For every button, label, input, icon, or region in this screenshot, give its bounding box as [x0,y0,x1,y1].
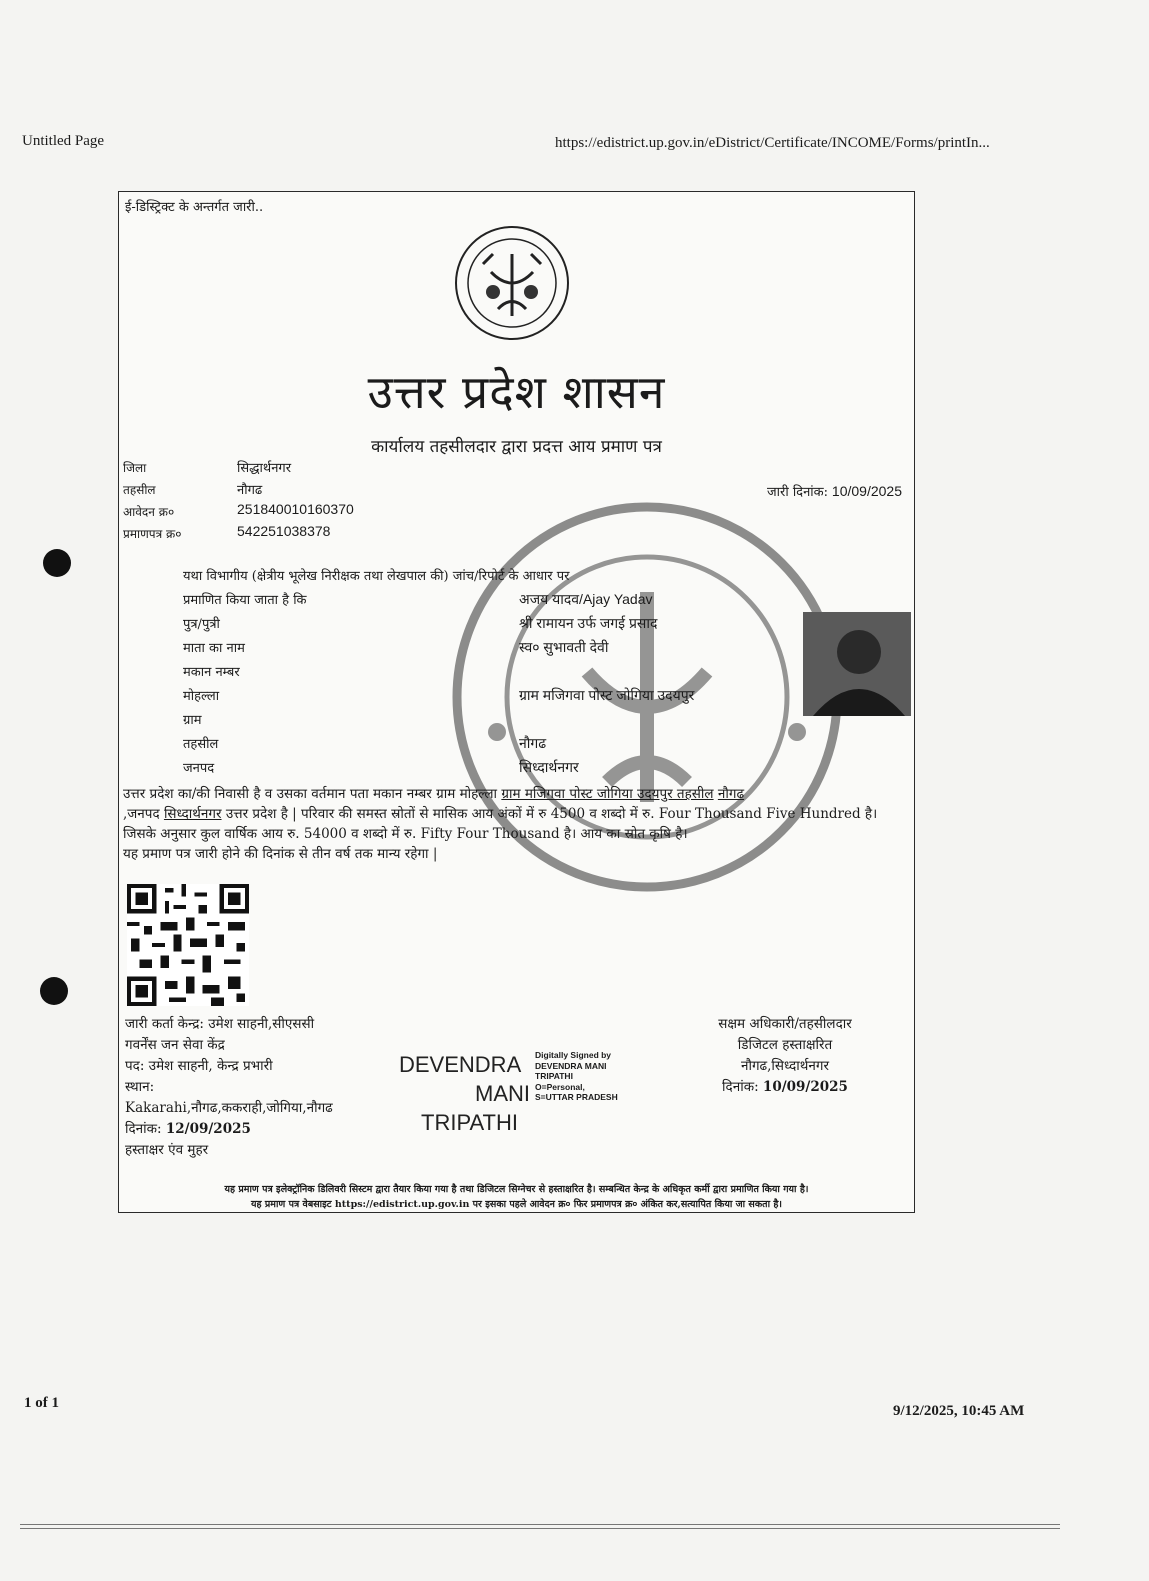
issuer-post: पद: उमेश साहनी, केन्द्र प्रभारी [125,1058,273,1074]
footnote-line-1: यह प्रमाण पत्र इलेक्ट्रॉनिक डिलिवरी सिस्टम द्वारा तैयार किया गया है तथा डिजिटल सिग्नेचर से हस्ताक्षरित है। सम्बन्धित केन्द्र के अधिकृत कर्मी द्वारा प्रमाणित किया गया है। [224,1184,809,1195]
application-no-label: आवेदन क्र० [123,505,175,519]
district-value: सिद्धार्थनगर [237,461,292,476]
holder-name: अजय यादव/Ajay Yadav [519,591,653,607]
house-number-label: मकान नम्बर [183,665,240,680]
application-no-value: 251840010160370 [237,501,354,517]
tehsil-value: नौगढ [237,483,263,498]
body-address: ग्राम मजिगवा पोस्ट जोगिया उदयपुर तहसील [501,786,714,802]
certificate-subtitle: कार्यालय तहसीलदार द्वारा प्रदत्त आय प्रमाण पत्र [371,437,662,457]
authority-signed: डिजिटल हस्ताक्षरित [737,1037,833,1053]
district-field: सिध्दार्थनगर [519,759,579,775]
punch-hole [40,977,68,1005]
up-government-emblem-icon [453,224,571,342]
page-url: https://edistrict.up.gov.in/eDistrict/Certificate/INCOME/Forms/printIn... [555,135,990,151]
issuer-place-label: स्थान: [125,1079,155,1095]
punch-hole [43,549,71,577]
locality: ग्राम मजिगवा पोस्ट जोगिया उदयपुर [519,687,695,703]
tehsil-field-label: तहसील [183,737,219,752]
locality-label: मोहल्ला [183,689,220,704]
body-validity: यह प्रमाण पत्र जारी होने की दिनांक से तीन वर्ष तक मान्य रहेगा | [123,846,438,862]
mother-name-label: माता का नाम [183,641,245,656]
mother-name: स्व० सुभावती देवी [519,639,609,655]
government-title: उत्तर प्रदेश शासन [367,365,666,419]
signer-name-1: DEVENDRA [399,1052,522,1077]
issuer-signature-label: हस्ताक्षर एंव मुहर [125,1142,209,1158]
certificate-no-value: 542251038378 [237,523,331,539]
signature-meta-line: S=UTTAR PRADESH [535,1092,618,1102]
certificate-footnote [119,1182,914,1212]
father-name: श्री रामायन उर्फ जगई प्रसाद [519,615,658,631]
issuer-date [125,1119,333,1140]
authority-block [685,1014,885,1098]
authority-title: सक्षम अधिकारी/तहसीलदार [718,1016,852,1032]
issued-under-text: ई-डिस्ट्रिक्ट के अन्तर्गत जारी.. [125,200,264,215]
issuer-place: Kakarahi,नौगढ,ककराही,जोगिया,नौगढ [125,1100,333,1116]
applicant-photo [803,612,911,716]
certificate-no-label: प्रमाणपत्र क्र० [123,527,182,541]
district-field-label: जनपद [183,761,215,776]
digital-signature [399,1050,618,1137]
tehsil-label: तहसील [123,483,156,497]
body-p1: उत्तर प्रदेश का/की निवासी है व उसका वर्तमान पता मकान नम्बर ग्राम मोहल्ला [123,786,498,802]
issue-date [767,482,902,500]
intro-line: यथा विभागीय (क्षेत्रीय भूलेख निरीक्षक तथा लेखपाल की) जांच/रिपोर्ट के आधार पर [183,569,570,584]
body-district-prefix: ,जनपद [123,806,160,822]
person-photo-icon [803,612,911,716]
signature-details [535,1050,645,1103]
authority-date [685,1077,885,1098]
issuer-center-2: गवर्नेंस जन सेवा केंद्र [125,1037,225,1053]
issue-date-value: 10/09/2025 [831,483,902,499]
body-district: सिध्दार्थनगर [163,806,222,822]
page-title: Untitled Page [22,133,105,149]
authority-date-label: दिनांक: [722,1079,759,1095]
signer-name-3: TRIPATHI [421,1110,518,1135]
issue-date-label: जारी दिनांक: [766,485,829,500]
issuer-date-value: 12/09/2025 [165,1121,251,1137]
signature-meta-line: Digitally Signed by [535,1050,612,1060]
issuer-date-label: दिनांक: [125,1121,162,1137]
divider [20,1524,1060,1525]
signature-meta-line: TRIPATHI [535,1071,573,1081]
village-label: ग्राम [183,713,202,728]
income-certificate [118,191,915,1213]
son-daughter-label: पुत्र/पुत्री [183,617,220,632]
authority-place: नौगढ,सिध्दार्थनगर [740,1058,830,1074]
page-count: 1 of 1 [24,1395,59,1411]
certificate-body [123,784,909,864]
certified-label: प्रमाणित किया जाता है कि [183,593,307,608]
body-income: उत्तर प्रदेश है | परिवार की समस्त स्रोतों से मासिक आय अंकों में रु 4500 व शब्दो में रु. Four Thousand Five Hundred है। जिसके अनुसार कुल वार्षिक आय रु. 54000 व शब्दो में रु. Fifty Four Thousand है। आय का स्रोत कृषि है। [123,806,878,842]
issuer-block [125,1014,333,1161]
district-label: जिला [123,461,147,475]
footnote-line-2: यह प्रमाण पत्र वेबसाइट https://edistrict.up.gov.in पर इसका पहले आवेदन क्र० फिर प्रमाणपत्र क्र० अंकित कर,सत्यापित किया जा सकता है। [251,1199,782,1210]
authority-date-value: 10/09/2025 [762,1079,848,1095]
body-tehsil: नौगढ [717,786,745,802]
signature-meta-line: O=Personal, [535,1081,585,1092]
signer-name-2: MANI [475,1081,530,1106]
issuer-center: जारी कर्ता केन्द्र: उमेश साहनी,सीएससी [125,1016,315,1032]
signature-meta-line: DEVENDRA MANI [535,1060,607,1071]
qr-code-icon [127,884,249,1006]
divider [20,1528,1060,1529]
print-timestamp: 9/12/2025, 10:45 AM [893,1403,1025,1419]
tehsil-field: नौगढ [519,735,547,751]
